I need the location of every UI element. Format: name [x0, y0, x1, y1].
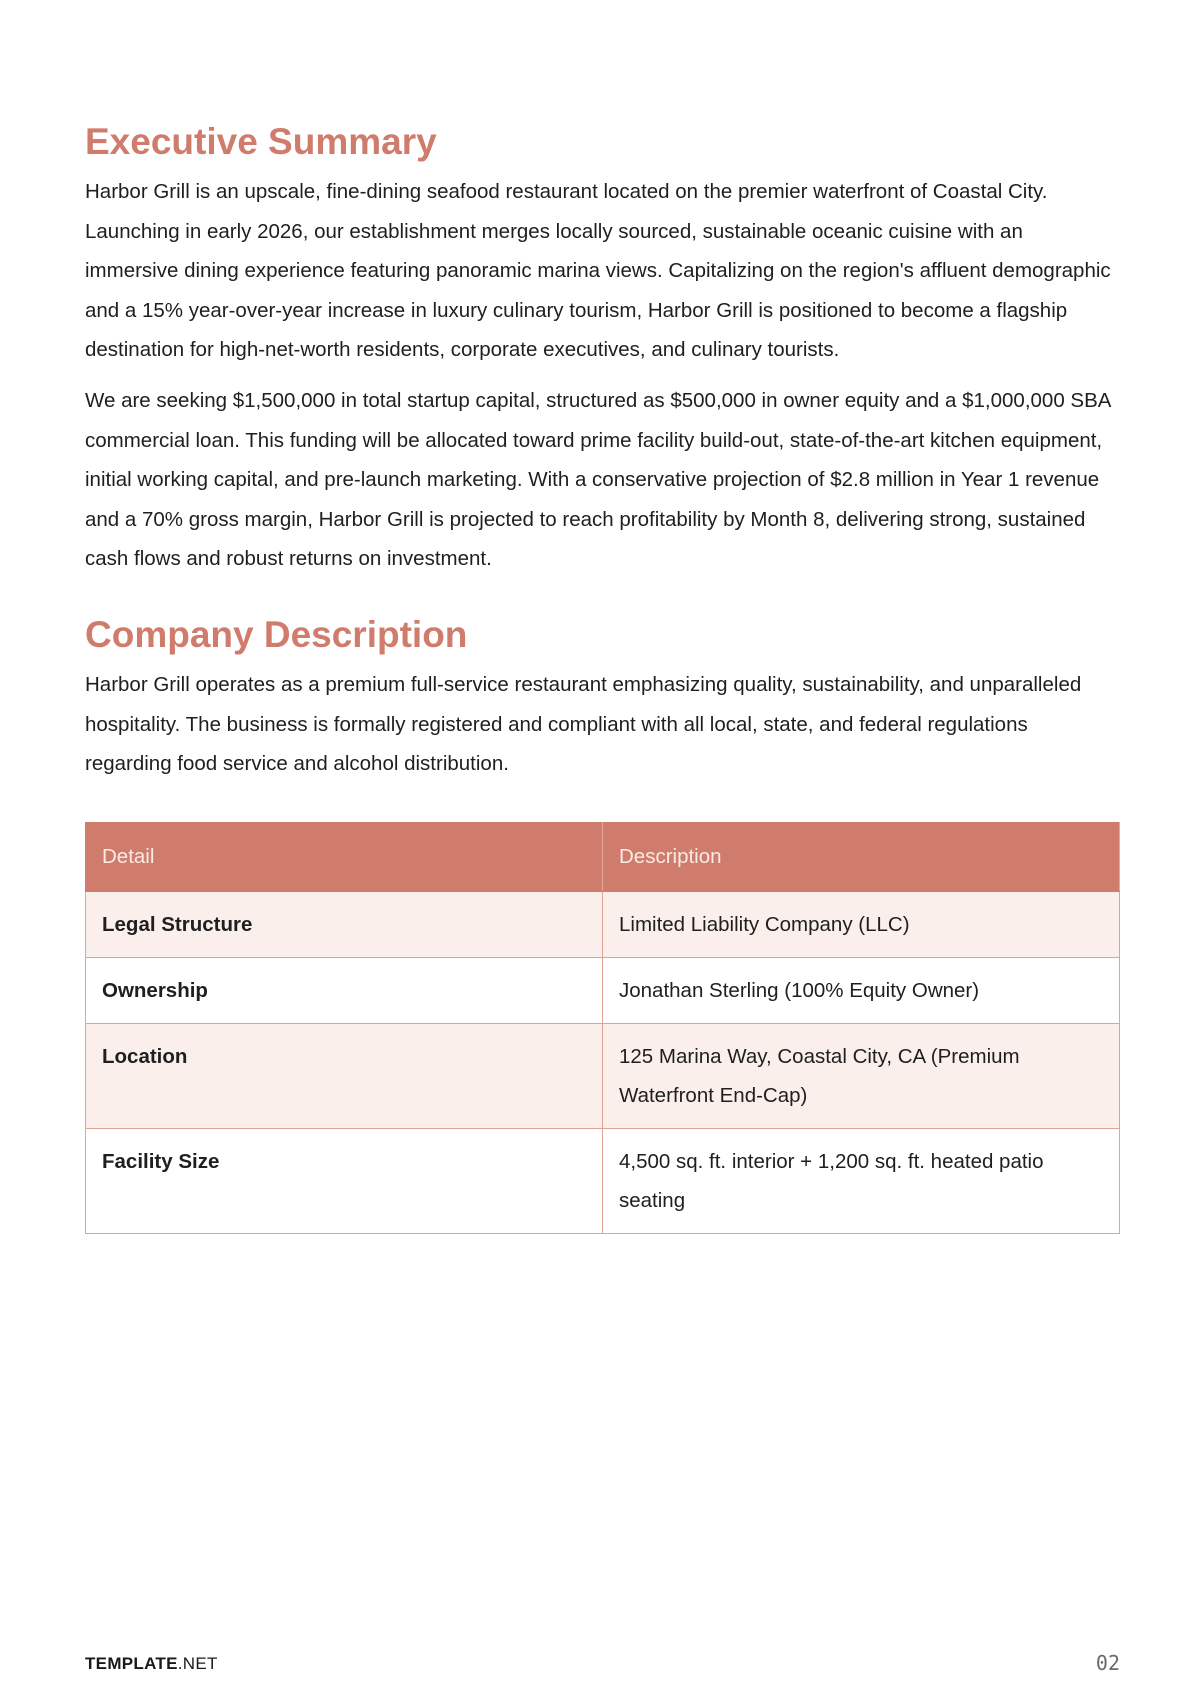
executive-summary-heading: Executive Summary: [85, 121, 437, 162]
table-row: [86, 957, 1120, 1023]
company-description-heading: Company Description: [85, 613, 468, 655]
document-page: [85, 118, 1120, 1234]
detail-cell: Legal Structure: [86, 891, 603, 957]
brand-name-suffix: .NET: [177, 1654, 218, 1673]
description-cell: 4,500 sq. ft. interior + 1,200 sq. ft. heated patio seating: [603, 1128, 1120, 1233]
description-cell: Jonathan Sterling (100% Equity Owner): [603, 957, 1120, 1023]
executive-summary-section: [85, 118, 1120, 579]
detail-cell: Ownership: [86, 957, 603, 1023]
description-cell: 125 Marina Way, Coastal City, CA (Premium Waterfront End-Cap): [603, 1023, 1120, 1128]
page-number: 02: [1095, 1651, 1120, 1675]
brand-name-bold: TEMPLATE: [85, 1654, 178, 1673]
executive-summary-paragraph-1: Harbor Grill is an upscale, fine-dining seafood restaurant located on the premier waterfront of Coastal City. Launching in early 2026, our establishment merges locally sourced, sustainable oceanic cuisine with an immersive dining experience featuring panoramic marina views. Capitalizing on the region's affluent demographic and a 15% year-over-year increase in luxury culinary tourism, Harbor Grill is positioned to become a flagship destination for high-net-worth residents, corporate executives, and culinary tourists.: [85, 180, 1111, 362]
company-description-paragraph: Harbor Grill operates as a premium full-service restaurant emphasizing quality, sustainability, and unparalleled hospitality. The business is formally registered and compliant with all local, state, and federal regulations regarding food service and alcohol distribution.: [85, 672, 1082, 776]
table-row: [86, 1128, 1120, 1233]
column-header-detail: Detail: [86, 822, 603, 891]
footer-brand-logo: [85, 1654, 218, 1674]
executive-summary-paragraph-2: We are seeking $1,500,000 in total startup capital, structured as $500,000 in owner equity and a $1,000,000 SBA commercial loan. This funding will be allocated toward prime facility build-out, state-of-the-art kitchen equipment, initial working capital, and pre-launch marketing. With a conservative projection of $2.8 million in Year 1 revenue and a 70% gross margin, Harbor Grill is projected to reach profitability by Month 8, delivering strong, sustained cash flows and robust returns on investment.: [85, 388, 1111, 571]
description-cell: Limited Liability Company (LLC): [603, 891, 1120, 957]
company-description-section: [85, 611, 1120, 1234]
column-header-description: Description: [603, 822, 1120, 891]
company-details-table: [85, 822, 1120, 1234]
table-row: [86, 891, 1120, 957]
detail-cell: Location: [86, 1023, 603, 1128]
table-row: [86, 1023, 1120, 1128]
table-header-row: [86, 822, 1120, 891]
detail-cell: Facility Size: [86, 1128, 603, 1233]
